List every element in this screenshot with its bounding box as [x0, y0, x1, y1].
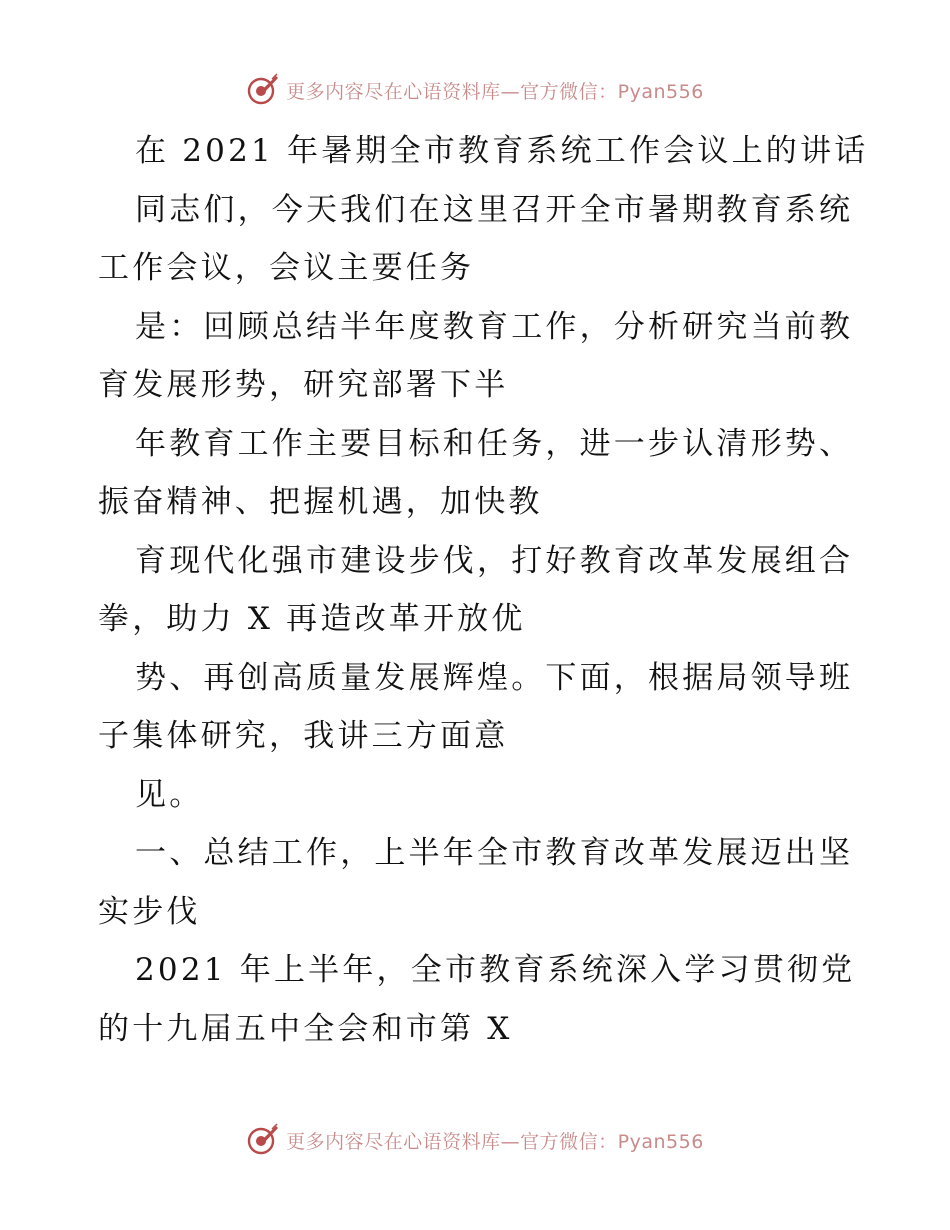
text-line: 2021 年上半年，全市教育系统深入学习贯彻党 [135, 952, 856, 988]
section-heading: 一、总结工作，上半年全市教育改革发展迈出坚 [135, 835, 854, 871]
text-line: 育发展形势，研究部署下半 [98, 367, 509, 403]
text-line: 年教育工作主要目标和任务，进一步认清形势、 [135, 425, 854, 462]
text-line: 同志们，今天我们在这里召开全市暑期教育系统 [135, 191, 854, 228]
text-line: 是：回顾总结半年度教育工作，分析研究当前教 [135, 308, 854, 345]
header-watermark-text: 更多内容尽在心语资料库—官方微信：Pyan556 [286, 80, 704, 103]
footer-watermark-text: 更多内容尽在心语资料库—官方微信：Pyan556 [286, 1130, 704, 1153]
header-watermark-banner [0, 70, 950, 110]
text-line: 振奋精神、把握机遇，加快教 [98, 484, 543, 520]
text-line: 的十九届五中全会和市第 X [98, 1010, 513, 1047]
text-line: 育现代化强市建设步伐，打好教育改革发展组合 [135, 542, 854, 579]
quill-logo-icon [246, 73, 280, 107]
text-line: 势、再创高质量发展辉煌。下面，根据局领导班 [135, 659, 854, 696]
text-line: 工作会议，会议主要任务 [98, 250, 475, 286]
footer-watermark-banner [0, 1120, 950, 1160]
document-title: 在 2021 年暑期全市教育系统工作会议上的讲话 [135, 133, 869, 169]
text-line: 子集体研究，我讲三方面意 [98, 718, 509, 754]
document-body [98, 122, 869, 1058]
text-line: 见。 [135, 776, 204, 813]
section-heading-continuation: 实步伐 [98, 893, 201, 930]
quill-logo-icon [246, 1123, 280, 1157]
text-line: 拳，助力 X 再造改革开放优 [98, 601, 526, 637]
